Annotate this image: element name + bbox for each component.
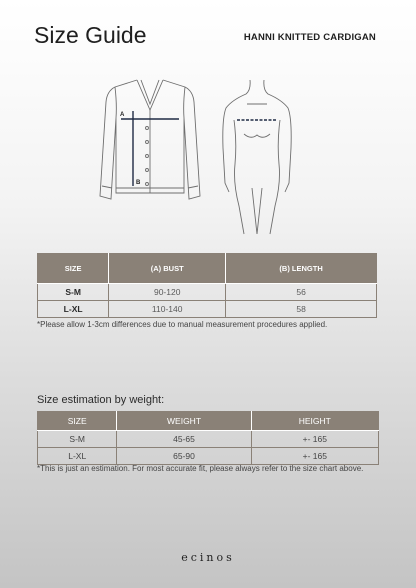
header-size: SIZE	[38, 254, 109, 284]
measurement-header-row	[38, 254, 377, 284]
table-row	[38, 431, 379, 448]
cardigan-diagram	[95, 78, 207, 210]
weight-heading: Size estimation by weight:	[37, 394, 165, 406]
height-cell: +- 165	[251, 448, 378, 465]
brand-logo: ecinos	[181, 551, 235, 564]
product-name: HANNI KNITTED CARDIGAN	[243, 32, 376, 43]
header-size: SIZE	[38, 412, 117, 431]
page-title: Size Guide	[34, 22, 147, 48]
bust-cell: 90-120	[109, 284, 226, 301]
weight-cell: 45-65	[117, 431, 251, 448]
bust-cell: 110-140	[109, 301, 226, 318]
size-cell: L-XL	[38, 448, 117, 465]
size-cell: S-M	[38, 431, 117, 448]
measurement-note: *Please allow 1-3cm differences due to manual measurement procedures applied.	[37, 320, 328, 329]
body-diagram	[214, 78, 300, 236]
header-bust: (A) BUST	[109, 254, 226, 284]
table-row	[38, 284, 377, 301]
measurement-table	[37, 253, 377, 318]
weight-note: *This is just an estimation. For most accurate fit, please always refer to the size chart above.	[37, 464, 364, 473]
table-row	[38, 301, 377, 318]
header-height: HEIGHT	[251, 412, 378, 431]
weight-header-row	[38, 412, 379, 431]
header-length: (B) LENGTH	[226, 254, 377, 284]
header-weight: WEIGHT	[117, 412, 251, 431]
size-cell: L-XL	[38, 301, 109, 318]
label-a: A	[120, 112, 125, 118]
size-cell: S-M	[38, 284, 109, 301]
length-cell: 58	[226, 301, 377, 318]
height-cell: +- 165	[251, 431, 378, 448]
label-b: B	[136, 180, 141, 186]
weight-table	[37, 411, 379, 465]
weight-cell: 65-90	[117, 448, 251, 465]
length-cell: 56	[226, 284, 377, 301]
